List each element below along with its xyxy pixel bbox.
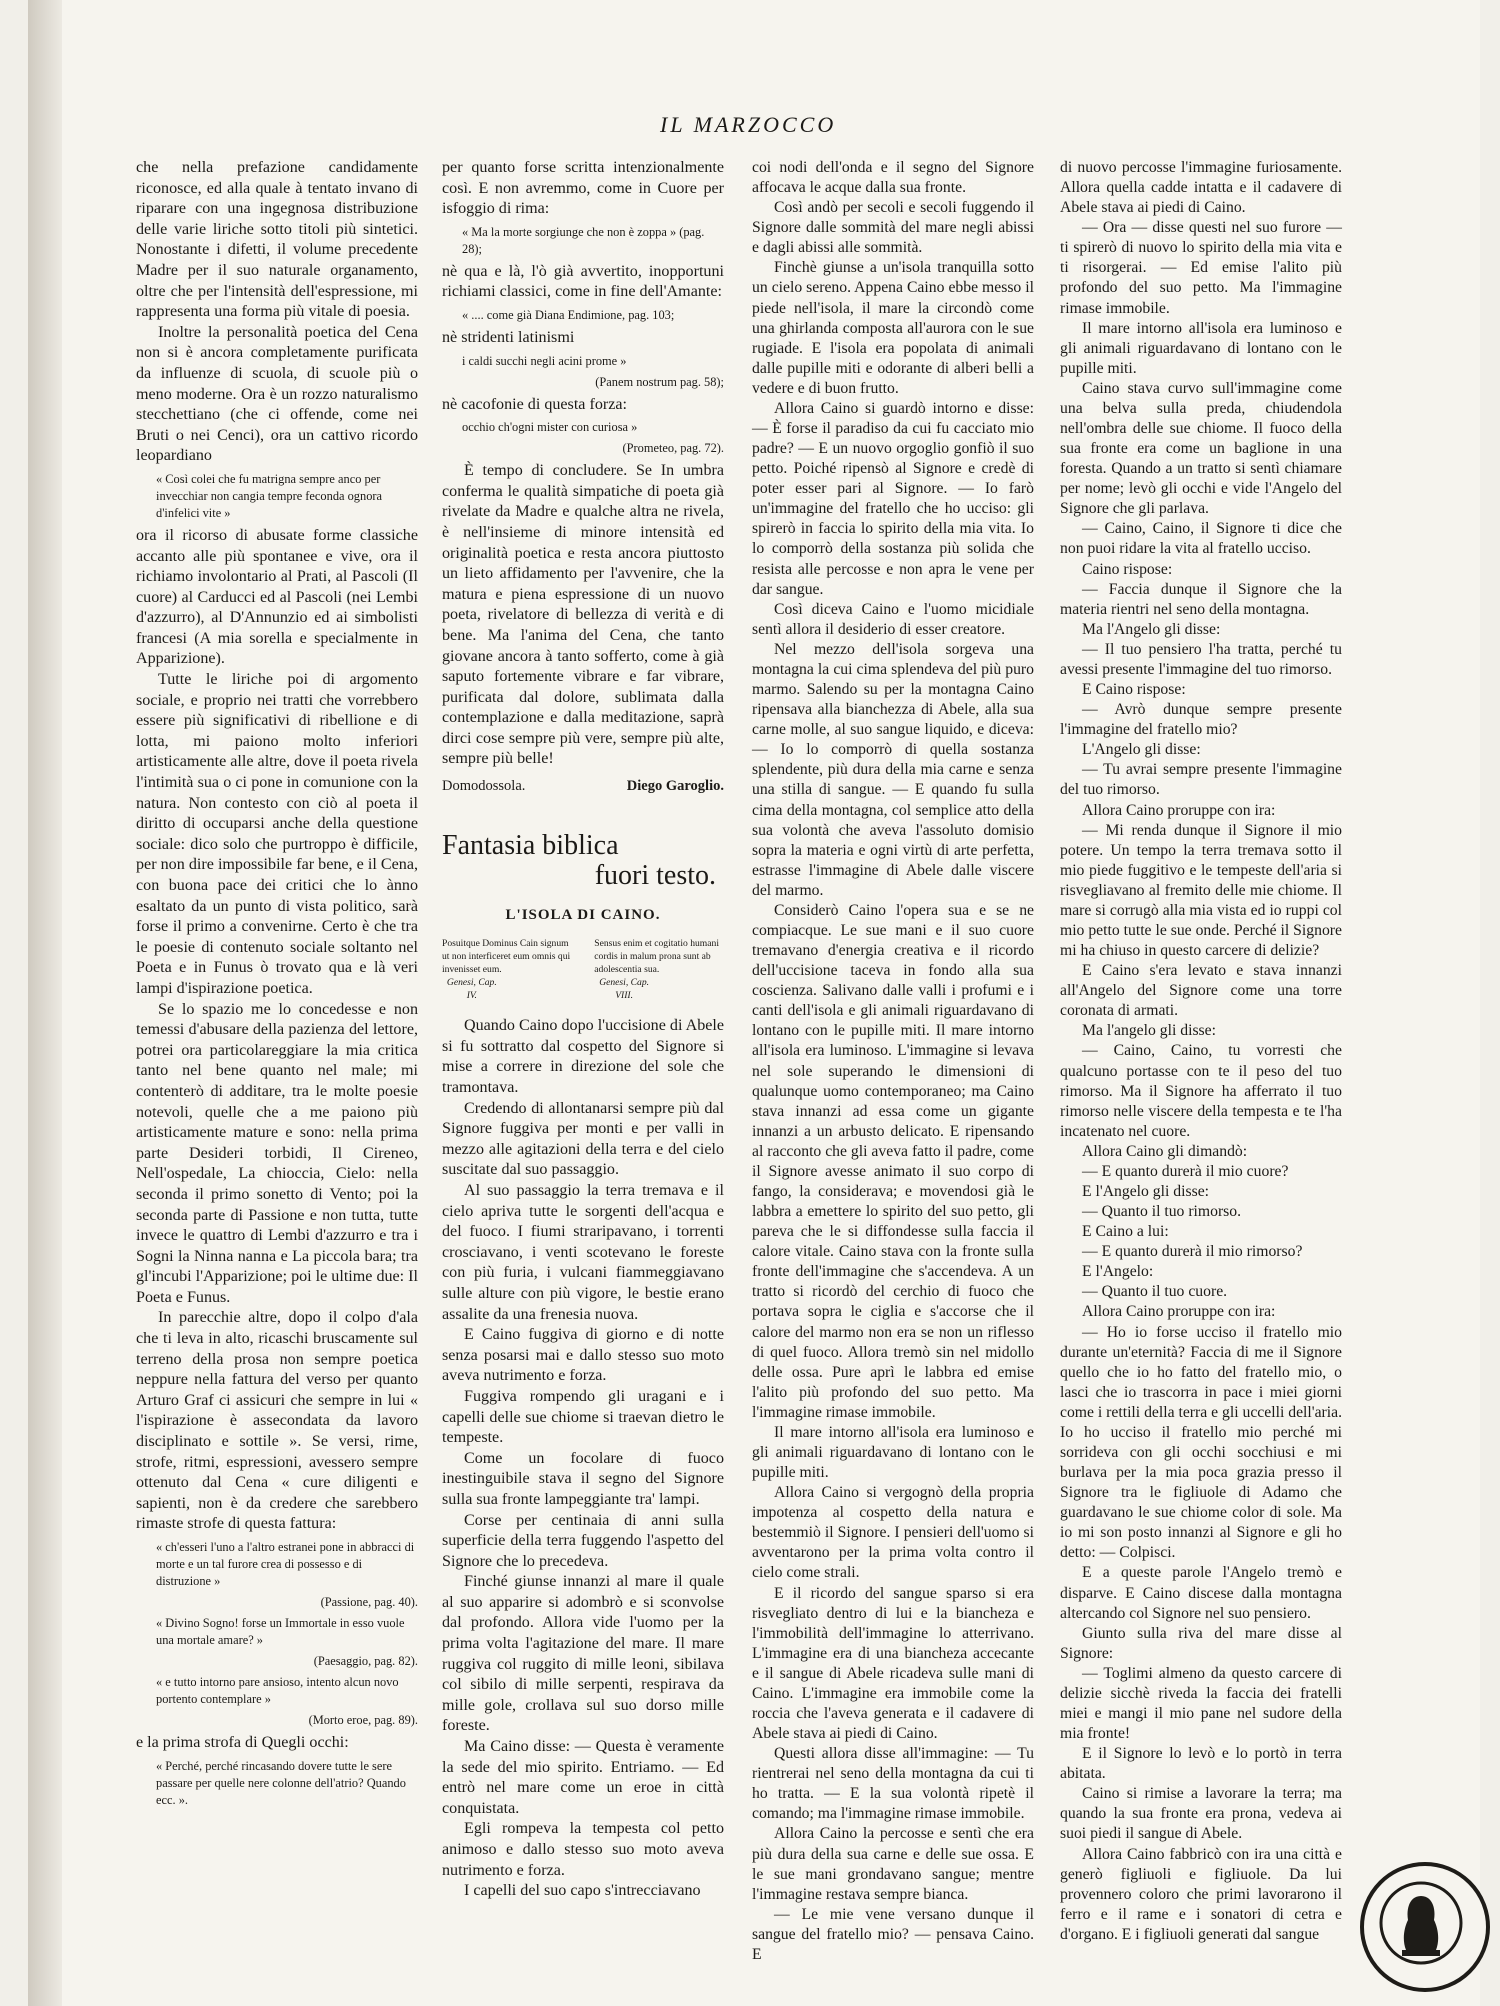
running-head: IL MARZOCCO — [660, 112, 837, 137]
paragraph: E il ricordo del sangue sparso si era risvegliato dentro di lui e la biancheza e l'immobilità dell'immagine lo atterrivano. L'immagine era di una biancheza accecante e il sangue di Abele ricadeva sulle mani di Caino. L'immagine era immobile come la roccia che l'aveva generata e il cadavere di Abele stava ai piedi di Caino. — [752, 1584, 1034, 1743]
paragraph: — Le mie vene versano dunque il sangue del fratello mio? — pensava Caino. E — [752, 1905, 1034, 1963]
epigraph-text: Posuitque Dominus Cain signum ut non interficeret eum omnis qui invenisset eum. — [442, 938, 571, 976]
paragraph: Ma l'Angelo gli disse: — [1082, 620, 1221, 638]
paragraph: Credendo di allontanarsi sempre più dal Signore fuggiva per monti e per valli in mezzo alle agitazioni della terra e del cielo suscitate dal suo passaggio. — [442, 1099, 724, 1179]
column-2 — [442, 158, 724, 1902]
verse-quote: « Ma la morte sorgiunge che non è zoppa » (pag. 28); — [462, 224, 705, 256]
paragraph: Allora Caino la percosse e sentì che era più dura della sua carne e delle sue ossa. E le sue mani grondavano sangue; mentre l'immagine restava sempre bianca. — [752, 1825, 1034, 1903]
epigraph-text: Sensus enim et cogitatio humani cordis in malum prona sunt ab adolescentia sua. — [594, 938, 719, 976]
paragraph: Quando Caino dopo l'uccisione di Abele si fu sottratto dal cospetto del Signore si mise a correre in direzione del sole che tramontava. — [442, 1017, 724, 1097]
paragraph: E Caino rispose: — [1082, 681, 1186, 699]
paragraph: — Ora — disse questi nel suo furore — ti spirerò di nuovo lo spirito della mia vita e ti risorgerai. — Ed emise l'alito più profondo del suo petto. Ma l'immagine rimase immobile. — [1060, 219, 1342, 317]
paragraph: Il mare intorno all'isola era luminoso e gli animali riguardavano di lontano con le pupille miti. — [752, 1423, 1034, 1482]
paragraph: — Il tuo pensiero l'ha tratta, perché tu avessi presente l'immagine del tuo rimorso. — [1060, 640, 1342, 678]
paragraph: — Mi renda dunque il Signore il mio potere. Un tempo la terra tremava sotto il mio piede fuggitivo e le tempeste dell'aria si risvegliavano al fremito delle mie chiome. Il mare si corrugò alla mia vista ed io ruppi col mio petto tutte le sue onde. Perché il Signore mi ha chiuso in questo carcere di delizie? — [1060, 821, 1342, 960]
paragraph: — E quanto durerà il mio cuore? — [1082, 1162, 1289, 1180]
paragraph: In parecchie altre, dopo il colpo d'ala che ti leva in alto, ricaschi bruscamente sul terreno della prosa non sempre poetica neppure nella fattura del verso per quanto Arturo Graf ci assicuri che sempre in lui « l'ispirazione è assecondata da lavoro disciplinato e sottile ». Se versi, rime, strofe, ritmi, espressioni, avessero sempre ottenuto dal Cena « cure diligenti e sapienti, non è da credere che sarebbero rimaste strofe di questa fattura: — [136, 1309, 418, 1533]
paragraph: che nella prefazione candidamente riconosce, ed alla quale à tentato invano di riparare con una ingegnosa distribuzione delle varie liriche sotto titoli più sintetici. Nonostante i difetti, il volume precedente Madre per il suo naturale organamento, oltre che per l'intensità dell'espressione, mi rappresenta una forma più vitale di poesia. — [136, 159, 418, 321]
paragraph: Corse per centinaia di anni sulla superficie della terra fuggendo l'aspetto del Signore che lo precedeva. — [442, 1511, 724, 1570]
epigraph-right — [594, 937, 724, 1002]
paragraph: Allora Caino proruppe con ira: — [1082, 801, 1276, 819]
verse-quote: occhio ch'ogni mister con curiosa » — [462, 420, 638, 435]
paragraph: — Caino, Caino, tu vorresti che qualcuno portasse con te il peso del tuo rimorso. Ma il Signore ha afferrato il tuo rimorso nelle viscere della tempesta e te l'ha incatenato nel cuore. — [1060, 1042, 1342, 1140]
library-stamp-icon — [1364, 1866, 1478, 1980]
paragraph: Allora Caino fabbricò con ira una città e generò figliuoli e figliuole. Da lui provennero coloro che primi lavorarono il ferro e il rame e i sonatori di cetra e d'organo. E i figliuoli generati dal sangue — [1060, 1845, 1342, 1943]
paragraph: nè qua e là, l'ò già avvertito, inopportuni richiami classici, come in fine dell'Amante: — [442, 262, 724, 301]
column-3 — [752, 158, 1034, 1965]
paragraph: Nel mezzo dell'isola sorgeva una montagna la cui cima splendeva del più puro marmo. Salendo su per la montagna Caino ripensava alla bianchezza di Abele, alla sua carne molle, al suo sangue liquido, e diceva: — Io lo comporrò di quella sostanza splendente, più dura della mia carne e senza una stilla di sangue. — E quando fu sulla cima della montagna, col semplice atto della sua volontà che aveva l'assoluto domisio sopra la materia e ogni virtù di arte perfetta, estrasse l'immagine di Abele dalle viscere del marmo. — [752, 640, 1034, 899]
paragraph: Al suo passaggio la terra tremava e il cielo apriva tutte le sorgenti dell'acqua e del fuoco. I fiumi straripavano, i torrenti crosciavano, i venti scotevano le foreste con più furia, i vulcani fiammeggiavano sulle alture con più vigore, le bestie erano assalite da una frenesia nuova. — [442, 1182, 724, 1323]
paragraph: E a queste parole l'Angelo tremò e disparve. E Caino discese dalla montagna altercando col Signore nel suo pensiero. — [1060, 1564, 1342, 1622]
epigraph-reference: Genesi, Cap. IV. — [446, 977, 497, 1002]
paragraph: — Tu avrai sempre presente l'immagine del tuo rimorso. — [1060, 761, 1342, 799]
verse-quote: « Perché, perché rincasando dovere tutte le sere passare per quelle nere colonne dell'atrio? Quando ecc. ». — [156, 1758, 406, 1807]
paragraph: Allora Caino proruppe con ira: — [1082, 1303, 1276, 1321]
epigraphs — [442, 937, 724, 1002]
paragraph: Giunto sulla riva del mare disse al Signore: — [1060, 1624, 1342, 1662]
paragraph: L'Angelo gli disse: — [1082, 741, 1201, 759]
paragraph: — Avrò dunque sempre presente l'immagine del fratello mio? — [1060, 701, 1342, 739]
paragraph: — Toglimi almeno da questo carcere di delizie sicchè riveda la faccia dei fratelli miei e mangi il mio pane nel sudore della mia fronte! — [1060, 1664, 1342, 1743]
epigraph-left — [442, 937, 572, 1002]
paragraph: coi nodi dell'onda e il segno del Signore affocava le acque dalla sua fronte. — [752, 159, 1034, 197]
paragraph: Considerò Caino l'opera sua e se ne compiacque. Le sue mani e il suo cuore tremavano d'energia creativa e il ricordo dell'uccisione taceva in fondo alla sua coscienza. Salivano dalle valli i profumi e i canti dell'isola e gli animali riguardavano di lontano con le pupille miti. Il mare intorno all'isola era luminoso. L'immagine si levava nel sole superando le dimensioni di qualunque uomo contemporaneo; ma Caino stava innanzi ad essa come un gigante innanzi a un arbusto delicato. E ripensando al racconto che gli aveva fatto il padre, come il Signore avesse animato il suo corpo di fango, la considerava; e movendosi già le labbra a emettere lo spirito del suo petto, gli pareva che le si diffondesse sulla faccia il calore vitale. Caino stava con la fronte sulla fronte dell'immagine che s'accendeva. A un tratto si ricordò del cerchio di fuoco che portava sopra le ciglia e s'accorse che il calore del marmo non era se non un riflesso di quel fuoco. Allora tremò sin nel midollo delle ossa. Pure aprì le labbra ed emise l'alito più profondo del suo petto. Ma l'immagine rimase immobile. — [752, 901, 1034, 1421]
paragraph: Fuggiva rompendo gli uragani e i capelli delle sue chiome si traevan dietro le tempeste. — [442, 1387, 724, 1447]
column-1 — [136, 158, 418, 1813]
paragraph: Egli rompeva la tempesta col petto animoso e dallo stesso suo moto aveva nutrimento e forza. — [442, 1820, 724, 1879]
author: Diego Garoglio. — [626, 778, 724, 795]
paragraph: — Ho io forse ucciso il fratello mio durante un'eternità? Faccia di me il Signore quello che io ho fatto del fratello mio, o lasci che io trascorra in pace i miei giorni come i rettili della terra e gli uccelli dell'aria. Io ho ucciso il fratello mio perché mi sorrideva con gli occhi socchiusi e mi burlava per la mia poca grazia presso il Signore tra le figliuole di Adamo che guardavano le sue chiome color di sole. Ma io mi son posto innanzi al Signore e gli ho detto: — Colpisci. — [1060, 1323, 1343, 1562]
paragraph: E Caino fuggiva di giorno e di notte senza posarsi mai e dallo stesso suo moto aveva nutrimento e forza. — [442, 1326, 724, 1385]
paragraph: Ma l'angelo gli disse: — [1082, 1022, 1216, 1040]
paragraph: E Caino a lui: — [1082, 1223, 1169, 1241]
paragraph: Così andò per secoli e secoli fuggendo il Signore dalle sommità del mare negli abissi e dagli abissi alle sommità. — [752, 199, 1034, 257]
paragraph: — Caino, Caino, il Signore ti dice che non puoi ridare la vita al fratello ucciso. — [1060, 520, 1342, 558]
verse-quote: « e tutto intorno pare ansioso, intento alcun novo portento contemplare » — [156, 1675, 399, 1706]
library-stamp — [1360, 1862, 1490, 1992]
paragraph: Come un focolare di fuoco inestinguibile stava il segno del Signore sulla sua fronte lampeggiante tra' lampi. — [442, 1449, 724, 1508]
article-subtitle: L'ISOLA DI CAINO. — [505, 906, 661, 923]
verse-quote: « Divino Sogno! forse un Immortale in esso vuole una mortale amare? » — [156, 1616, 405, 1647]
paragraph: Allora Caino si guardò intorno e disse: — È forse il paradiso da cui fu cacciato mio padre? — E un nuovo orgoglio gonfiò il suo petto. Poiché ripensò al Signore e credè di poter esser pari al Signore. — Io farò un'immagine del fratello che ho ucciso: gli spirerò in faccia lo spirito della mia vita. Io lo comporrò della sostanza più solida che resista alle percosse e non apra le vene per dar sangue. — [752, 399, 1034, 598]
place: Domodossola. — [442, 778, 526, 795]
paragraph: per quanto forse scritta intenzionalmente così. E non avremmo, come in Cuore per isfoggio di rima: — [442, 159, 724, 218]
citation: (Passione, pag. 40). — [320, 1595, 418, 1609]
paragraph: I capelli del suo capo s'intrecciavano — [464, 1882, 701, 1900]
article-title-line-2: fuori testo. — [594, 859, 716, 891]
paragraph: — E quanto durerà il mio rimorso? — [1082, 1243, 1303, 1261]
paragraph: — Quanto il tuo rimorso. — [1082, 1203, 1242, 1221]
paragraph: Finché giunse innanzi al mare il quale al suo apparire si adombrò e si sconvolse dal profondo. Allora vide l'uomo per la prima volta l'agitazione del mare. Il mare ruggiva col ruggito di mille leoni, sibilava col sibilo di mille serpenti, respirava da mille gole, crollava sul suo dorso mille foreste. — [442, 1573, 724, 1735]
paragraph: E Caino s'era levato e stava innanzi all'Angelo del Signore come una torre coronata di armati. — [1060, 962, 1342, 1020]
paragraph: Caino si rimise a lavorare la terra; ma quando la sua fronte era prona, vedeva ai suoi piedi il sangue di Abele. — [1060, 1785, 1342, 1843]
citation: (Paesaggio, pag. 82). — [313, 1654, 418, 1668]
paragraph: Inoltre la personalità poetica del Cena non si è ancora completamente purificata da influenze di scuola, di scuole più o meno moderne. Ora è un rozzo naturalismo stecchettiano (che ci offende, come nei Bruti o nei Cenci), ora un cattivo ricordo leopardiano — [136, 323, 418, 465]
paragraph: nè cacofonie di questa forza: — [442, 395, 627, 413]
column-4 — [1060, 158, 1342, 1945]
paragraph: E il Signore lo levò e lo portò in terra abitata. — [1060, 1745, 1342, 1783]
citation: (Panem nostrum pag. 58); — [595, 374, 724, 389]
citation: (Morto eroe, pag. 89). — [308, 1713, 418, 1727]
verse-quote: « .... come già Diana Endimione, pag. 103; — [462, 307, 675, 322]
verse-quote: « ch'esseri l'uno a l'altro estranei pone in abbracci di morte e un tal furore crea di possesso e di distruzione » — [156, 1540, 415, 1588]
epigraph-reference: Genesi, Cap. VIII. — [599, 977, 650, 1002]
paragraph: E l'Angelo gli disse: — [1082, 1182, 1210, 1200]
verse-quote: i caldi succhi negli acini prome » — [462, 353, 627, 368]
article-title-line-1: Fantasia biblica — [442, 829, 619, 861]
paragraph: — Quanto il tuo cuore. — [1082, 1283, 1228, 1301]
binding-shadow — [28, 0, 62, 2006]
paragraph: — Faccia dunque il Signore che la materia rientri nel seno della montagna. — [1060, 580, 1342, 618]
signature-line — [442, 776, 724, 797]
paragraph: Così diceva Caino e l'uomo micidiale sentì allora il desiderio di esser creatore. — [752, 600, 1034, 638]
paragraph: Allora Caino gli dimandò: — [1082, 1142, 1248, 1160]
paragraph: e la prima strofa di Quegli occhi: — [136, 1734, 349, 1751]
paragraph: Allora Caino si vergognò della propria impotenza al cospetto della natura e bestemmiò il Signore. I pensieri dell'uomo si avventarono per la prima volta contro il cielo come strali. — [752, 1484, 1034, 1582]
paragraph: Ma Caino disse: — Questa è veramente la sede del mio spirito. Entriamo. — Ed entrò nel mare come un eroe in città conquistata. — [442, 1738, 724, 1817]
paragraph: È tempo di concludere. Se In umbra conferma le qualità simpatiche di poeta già rivelate da Madre e qualche altra ne rivela, è nell'insieme di minore intensità ed originalità poetica e resta ancora piuttosto un lieto affidamento per l'avvenire, che la matura e piena espressione di un nuovo poeta, rivelatore di bellezza di verità e di bene. Ma l'anima del Cena, che tanto giovane ancora à tanto sofferto, come à già saputo fortemente vibrare e far vibrare, purificata dal dolore, sublimata dalla contemplazione e dalla meditazione, saprà dirci cose sempre più vere, sempre più alte, sempre più belle! — [442, 462, 724, 768]
paragraph: Caino stava curvo sull'immagine come una belva sulla preda, chiudendola nell'ombra delle sue chiome. Il fuoco della sua fronte era come un baglione in una foresta. Quando a un tratto si sentì chiamare per nome; levò gli occhi e vide l'Angelo del Signore che gli parlava. — [1060, 379, 1342, 518]
citation: (Prometeo, pag. 72). — [622, 441, 724, 456]
paragraph: Finchè giunse a un'isola tranquilla sotto un cielo sereno. Appena Caino ebbe messo il piede nell'isola, il mare la circondò come una ghirlanda composta all'aurora con le sue rugiade. E l'isola era popolata di animali dalle pupille miti e odorante di alberi belli a vedere e di buon frutto. — [752, 259, 1034, 397]
paragraph: di nuovo percosse l'immagine furiosamente. Allora quella cadde intatta e il cadavere di Abele stava ai piedi di Caino. — [1060, 159, 1342, 217]
paragraph: Questi allora disse all'immagine: — Tu rientrerai nel seno della montagna da cui ti ho tratta. — E la sua volontà ripetè il comando; ma l'immagine rimase immobile. — [752, 1745, 1034, 1823]
paragraph: E l'Angelo: — [1082, 1263, 1154, 1281]
paragraph: Tutte le liriche poi di argomento sociale, e proprio nei tratti che vorrebbero essere più significativi di ribellione e di lotta, mi paiono molto inferiori artisticamente alle altre, dove il poeta rivela l'intimità sua o ci pone in comunione con la natura. Non contesto con ciò al poeta il diritto di occuparsi anche della questione sociale: dico solo che purtroppo è difficile, per non dire impossibile far bene, e il Cena, con buona pace dei critici che lo ànno esaltato da un punto di vista politico, sarà forse il primo a convenirne. Certo è che tra le poesie di contenuto sociale soltanto nel Poeta e in Funus ò trovato qua e là veri lampi d'ispirazione poetica. — [136, 671, 418, 997]
paragraph: ora il ricorso di abusate forme classiche accanto alle più spontanee e vive, ora il richiamo involontario al Prati, al Pascoli (Il cuore) al Carducci ed al Pascoli (nei Lembi d'azzurro), al D'Annunzio ed ai simbolisti francesi (A mia sorella e specialmente in Apparizione). — [136, 526, 418, 668]
paragraph: Se lo spazio me lo concedesse e non temessi d'abusare della pazienza del lettore, potrei ora particolareggiare la mia critica tanto nel bene quanto nel male; mi contenterò di additare, tra le molte poesie notevoli, quelle che a me paiono più artisticamente mature e sono: nella prima parte Desideri torbidi, Il Cireneo, Nell'ospedale, La chioccia, Cielo: nella seconda il primo sonetto di Vento; poi la seconda parte di Passione e non tutta, tutte invece le quattro di Lembi d'azzurro e tra i Sogni la Ninna nanna e La piccola bara; tra gl'incubi l'Apparizione; poi le ultime due: Il Poeta e Funus. — [136, 1000, 419, 1306]
paragraph: Caino rispose: — [1082, 560, 1173, 578]
paragraph: Il mare intorno all'isola era luminoso e gli animali riguardavano di lontano con le pupille miti. — [1060, 319, 1342, 377]
verse-quote: « Così colei che fu matrigna sempre anco per invecchiar non cangia tempre feconda ognora d'infelici vite » — [156, 471, 383, 520]
paragraph: nè stridenti latinismi — [442, 328, 575, 346]
